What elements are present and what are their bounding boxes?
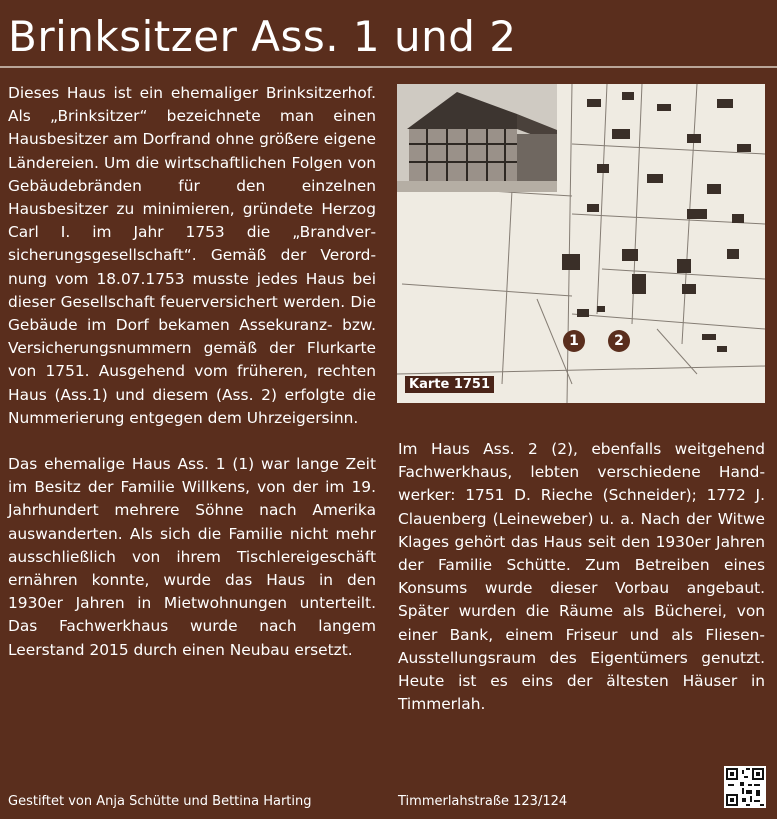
house-photo	[397, 84, 557, 192]
historic-map-image	[397, 84, 765, 403]
marker-2-label: 2	[614, 333, 624, 349]
left-text-column	[8, 82, 376, 662]
map-drawing	[397, 84, 765, 403]
qr-code-icon[interactable]	[724, 766, 766, 808]
intro-paragraph: Dieses Haus ist ein ehemaliger Brinksitzerhof. Als „Brinksitzer“ bezeichnete man einen Hausbesitzer am Dorfrand ohne größere eigene Ländereien. Um die wirtschaftlichen Folgen von Gebäudebränden für den einzelnen Hausbesitzer zu minimieren, gründete Herzog Carl I. im Jahr 1753 die „Brandversicherungsgesellschaft“. Gemäß der Verordnung vom 18.07.1753 musste jedes Haus bei dieser Gesellschaft feuerversichert werden. Die Gebäude im Dorf bekamen Assekuranz- bzw. Versicherungsnummern gemäß der Flurkarte von 1751. Ausgehend vom früheren, rechten Haus (Ass.1) und diesem (Ass. 2) erfolgte die Nummerierung entgegen dem Uhrzeigersinn.	[8, 84, 376, 427]
right-text-column	[398, 438, 765, 716]
title-divider	[0, 66, 777, 68]
sponsor-credit: Gestiftet von Anja Schütte und Bettina Harting	[8, 794, 312, 809]
marker-1-label: 1	[569, 333, 579, 349]
map-caption: Karte 1751	[405, 376, 494, 393]
page-title: Brinksitzer Ass. 1 und 2	[8, 12, 517, 61]
ass2-paragraph: Im Haus Ass. 2 (2), ebenfalls weitgehend Fachwerkhaus, lebten verschiedene Handwerker: 1751 D. Rieche (Schneider); 1772 J. Clauenberg (Leineweber) u. a. Nach der Witwe Klages gehört das Haus seit den 1930er Jahren der Familie Schütte. Zum Betreiben eines Konsums wurde dieser Vorbau angebaut. Später wurden die Räume als Bücherei, von einer Bank, einem Friseur und als Fliesen-Ausstellungsraum des Eigentümers genutzt. Heute ist es eins der ältesten Häuser in Timmerlah.	[398, 440, 765, 714]
ass1-paragraph: Das ehemalige Haus Ass. 1 (1) war lange Zeit im Besitz der Familie Willkens, von der im 19. Jahrhundert mehrere Söhne nach Amerika auswanderten. Als sich die Familie nicht mehr ausschließlich von ihrem Tischlereigeschäft ernähren konnte, wurde das Haus in den 1930er Jahren in Mietwohnungen unterteilt. Das Fachwerkhaus wurde nach langem Leerstand 2015 durch einen Neubau ersetzt.	[8, 455, 376, 659]
address-label: Timmerlahstraße 123/124	[398, 794, 568, 809]
